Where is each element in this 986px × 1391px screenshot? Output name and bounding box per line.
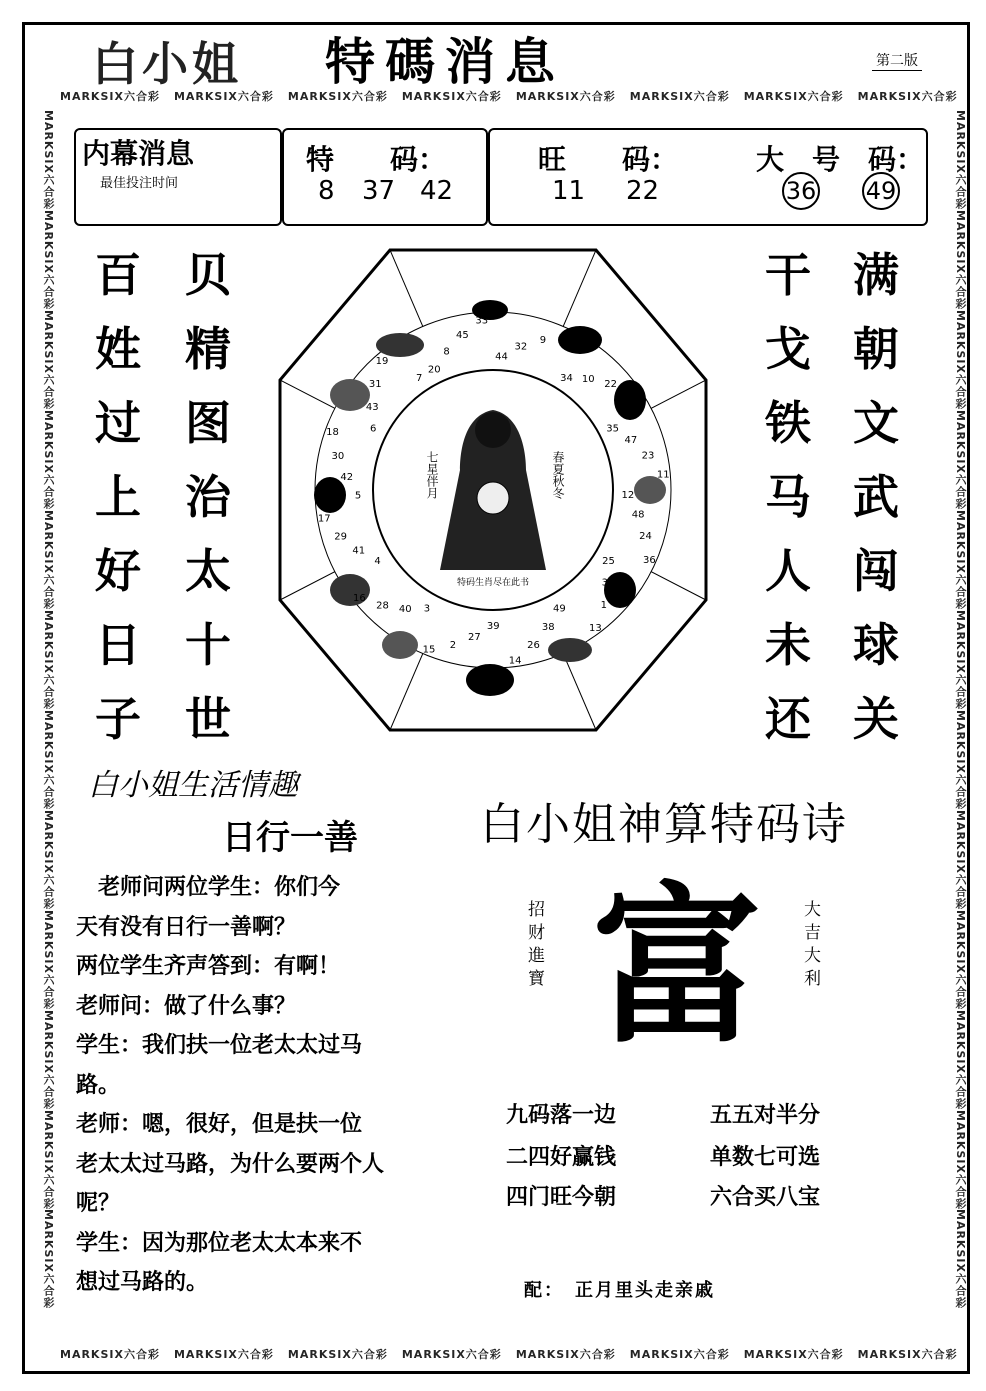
poem-line: 二四好赢钱 [506, 1145, 617, 1170]
big-number-circle: 36 [782, 172, 820, 210]
brand-name: 白小姐 [92, 37, 242, 91]
watermark-text: MARKSIX六合彩 [954, 709, 967, 810]
wheel-number: 20 [427, 364, 441, 376]
watermark-text: MARKSIX六合彩 [42, 209, 55, 310]
wheel-number: 43 [365, 402, 379, 413]
watermark-text: MARKSIX六合彩 [743, 90, 844, 103]
poem-right-side: 大吉大利 [800, 900, 820, 992]
inside-news-subtitle: 最佳投注时间 [100, 176, 179, 191]
watermark-text: MARKSIX六合彩 [954, 1009, 967, 1110]
watermark-text: MARKSIX六合彩 [173, 1348, 274, 1361]
watermark-text: MARKSIX六合彩 [954, 409, 967, 510]
wheel-number: 25 [602, 555, 615, 567]
wheel-number: 49 [553, 603, 566, 615]
right-poem-col1: 干 戈 铁 马 人 未 还 [765, 248, 811, 746]
wheel-number: 9 [539, 335, 547, 346]
wheel-number: 2 [449, 639, 457, 651]
wheel-number: 13 [589, 622, 602, 634]
left-poem-col1: 百 姓 过 上 好 日 子 [95, 248, 141, 746]
wheel-number: 22 [604, 379, 617, 390]
story-line: 呢？ [76, 1191, 121, 1216]
watermark-text: MARKSIX六合彩 [60, 90, 160, 103]
wheel-number: 6 [370, 423, 377, 435]
watermark-text: MARKSIX六合彩 [401, 90, 502, 103]
wheel-number: 31 [368, 379, 382, 391]
watermark-text: MARKSIX六合彩 [287, 90, 388, 103]
wheel-number: 41 [352, 545, 366, 557]
story-line: 学生：因为那位老太太本来不 [76, 1230, 363, 1256]
watermark-text: MARKSIX六合彩 [42, 509, 55, 610]
watermark-strip-bottom [60, 1346, 958, 1364]
story-line: 老师：嗯，很好，但是扶一位 [76, 1112, 363, 1137]
watermark-text: MARKSIX六合彩 [954, 1109, 967, 1210]
wheel-number: 29 [334, 531, 347, 543]
wheel-number: 33 [475, 315, 489, 327]
watermark-text: MARKSIX六合彩 [42, 1109, 55, 1210]
wheel-number: 10 [581, 374, 595, 385]
watermark-text: MARKSIX六合彩 [857, 1348, 958, 1361]
wheel-number: 8 [443, 346, 450, 358]
wheel-number: 35 [606, 423, 619, 435]
big-character: 富 [592, 867, 763, 1067]
special-code-label: 特 码： [306, 143, 447, 176]
wheel-number: 12 [621, 490, 635, 502]
watermark-text: MARKSIX六合彩 [42, 110, 55, 210]
watermark-text: MARKSIX六合彩 [42, 809, 55, 910]
right-poem-col2: 满 朝 文 武 闯 球 关 [853, 248, 899, 746]
wheel-number: 40 [398, 603, 412, 615]
big-number-label: 大 号 码： [756, 143, 925, 176]
wheel-number: 45 [456, 330, 469, 341]
watermark-text: MARKSIX六合彩 [857, 90, 958, 103]
wheel-number: 14 [508, 655, 522, 667]
wheel-number: 19 [375, 355, 389, 367]
watermark-text: MARKSIX六合彩 [42, 1209, 55, 1310]
wheel-number: 23 [641, 450, 655, 462]
wheel-number: 1 [600, 600, 607, 612]
story-line: 想过马路的。 [76, 1270, 209, 1295]
wheel-number: 16 [353, 592, 366, 604]
wheel-number: 38 [541, 622, 555, 634]
story-line: 两位学生齐声答到：有啊！ [76, 954, 341, 979]
poem-line: 单数七可选 [710, 1145, 821, 1170]
poem-line: 五五对半分 [710, 1103, 821, 1128]
watermark-text: MARKSIX六合彩 [42, 609, 55, 710]
story-line: 老师问两位学生：你们今 [76, 875, 341, 900]
wheel-number: 46 [626, 388, 640, 399]
watermark-strip-left [26, 110, 56, 1340]
wheel-number: 34 [560, 372, 573, 384]
wheel-number: 21 [560, 331, 574, 343]
inside-news-title: 内幕消息 [82, 137, 195, 170]
edition-label: 第二版 [872, 50, 922, 71]
zodiac-wheel [270, 240, 716, 740]
wheel-number: 15 [422, 644, 436, 656]
wheel-number: 42 [340, 472, 354, 484]
special-code-number: 8 [318, 176, 335, 206]
watermark-text: MARKSIX六合彩 [954, 809, 967, 910]
story-title: 日行一善 [222, 818, 358, 858]
wheel-number: 26 [527, 639, 540, 651]
center-right-text: 春夏秋冬 [551, 451, 565, 499]
watermark-strip-right [938, 110, 968, 1340]
story-line: 学生：我们扶一位老太太过马 [76, 1033, 363, 1058]
wheel-number: 28 [376, 600, 389, 612]
watermark-text: MARKSIX六合彩 [42, 1009, 55, 1110]
story-line: 天有没有日行一善啊？ [76, 914, 297, 940]
wheel-number: 7 [416, 372, 423, 384]
watermark-text: MARKSIX六合彩 [954, 1209, 967, 1310]
wheel-number: 24 [639, 531, 652, 543]
wheel-number: 30 [331, 450, 345, 462]
poem-line: 六合买八宝 [710, 1185, 821, 1210]
watermark-text: MARKSIX六合彩 [954, 309, 967, 410]
watermark-text: MARKSIX六合彩 [42, 709, 55, 810]
poem-line: 九码落一边 [506, 1103, 617, 1128]
poem-pairing: 配： 正月里头走亲戚 [524, 1280, 715, 1301]
watermark-text: MARKSIX六合彩 [954, 209, 967, 310]
watermark-text: MARKSIX六合彩 [173, 90, 274, 103]
lucky-code-label: 旺 码： [538, 143, 679, 176]
watermark-text: MARKSIX六合彩 [515, 1348, 616, 1361]
wheel-number: 37 [601, 577, 615, 589]
wheel-number: 27 [468, 631, 481, 643]
watermark-text: MARKSIX六合彩 [42, 409, 55, 510]
wheel-number: 39 [486, 621, 500, 632]
story-line: 路。 [76, 1072, 121, 1098]
story-text [76, 868, 456, 1303]
big-number-circle: 49 [862, 172, 900, 210]
poem-title: 白小姐神算特码诗 [480, 799, 848, 850]
watermark-text: MARKSIX六合彩 [42, 909, 55, 1010]
special-code-number: 42 [420, 176, 454, 206]
watermark-text: MARKSIX六合彩 [743, 1348, 844, 1361]
wheel-number: 5 [354, 490, 362, 502]
wheel-number: 11 [656, 469, 670, 481]
lucky-code-number: 11 [552, 176, 586, 206]
watermark-text: MARKSIX六合彩 [629, 1348, 730, 1361]
poem-line: 四门旺今朝 [506, 1185, 617, 1210]
wheel-number: 4 [374, 556, 381, 568]
story-line: 老师问：做了什么事？ [76, 993, 297, 1019]
lucky-code-number: 22 [626, 176, 660, 206]
special-code-number: 37 [362, 176, 396, 206]
center-left-text: 七星伴月 [425, 451, 439, 499]
life-section-head: 白小姐生活情趣 [88, 768, 298, 803]
story-line: 老太太过马路，为什么要两个人 [76, 1151, 385, 1177]
wheel-number: 44 [495, 351, 508, 363]
watermark-text: MARKSIX六合彩 [60, 1348, 160, 1361]
center-bottom-text: 特码生肖尽在此书 [456, 578, 530, 588]
wheel-number: 3 [423, 603, 431, 615]
watermark-text: MARKSIX六合彩 [954, 509, 967, 610]
watermark-text: MARKSIX六合彩 [954, 110, 967, 210]
page-title: 特碼消息 [325, 32, 565, 91]
wheel-number: 18 [326, 427, 339, 439]
wheel-number: 32 [514, 341, 528, 353]
watermark-text: MARKSIX六合彩 [401, 1348, 502, 1361]
wheel-number: 48 [631, 509, 645, 521]
wheel-number: 17 [317, 513, 331, 525]
watermark-text: MARKSIX六合彩 [42, 309, 55, 410]
poem-left-side: 招财進寶 [524, 900, 544, 992]
wheel-number: 36 [643, 555, 656, 566]
watermark-text: MARKSIX六合彩 [954, 909, 967, 1010]
left-poem-col2: 贝 精 图 治 太 十 世 [185, 248, 231, 746]
wheel-number: 47 [624, 435, 638, 447]
watermark-text: MARKSIX六合彩 [287, 1348, 388, 1361]
watermark-text: MARKSIX六合彩 [515, 90, 616, 103]
watermark-text: MARKSIX六合彩 [954, 609, 967, 710]
watermark-text: MARKSIX六合彩 [629, 90, 730, 103]
